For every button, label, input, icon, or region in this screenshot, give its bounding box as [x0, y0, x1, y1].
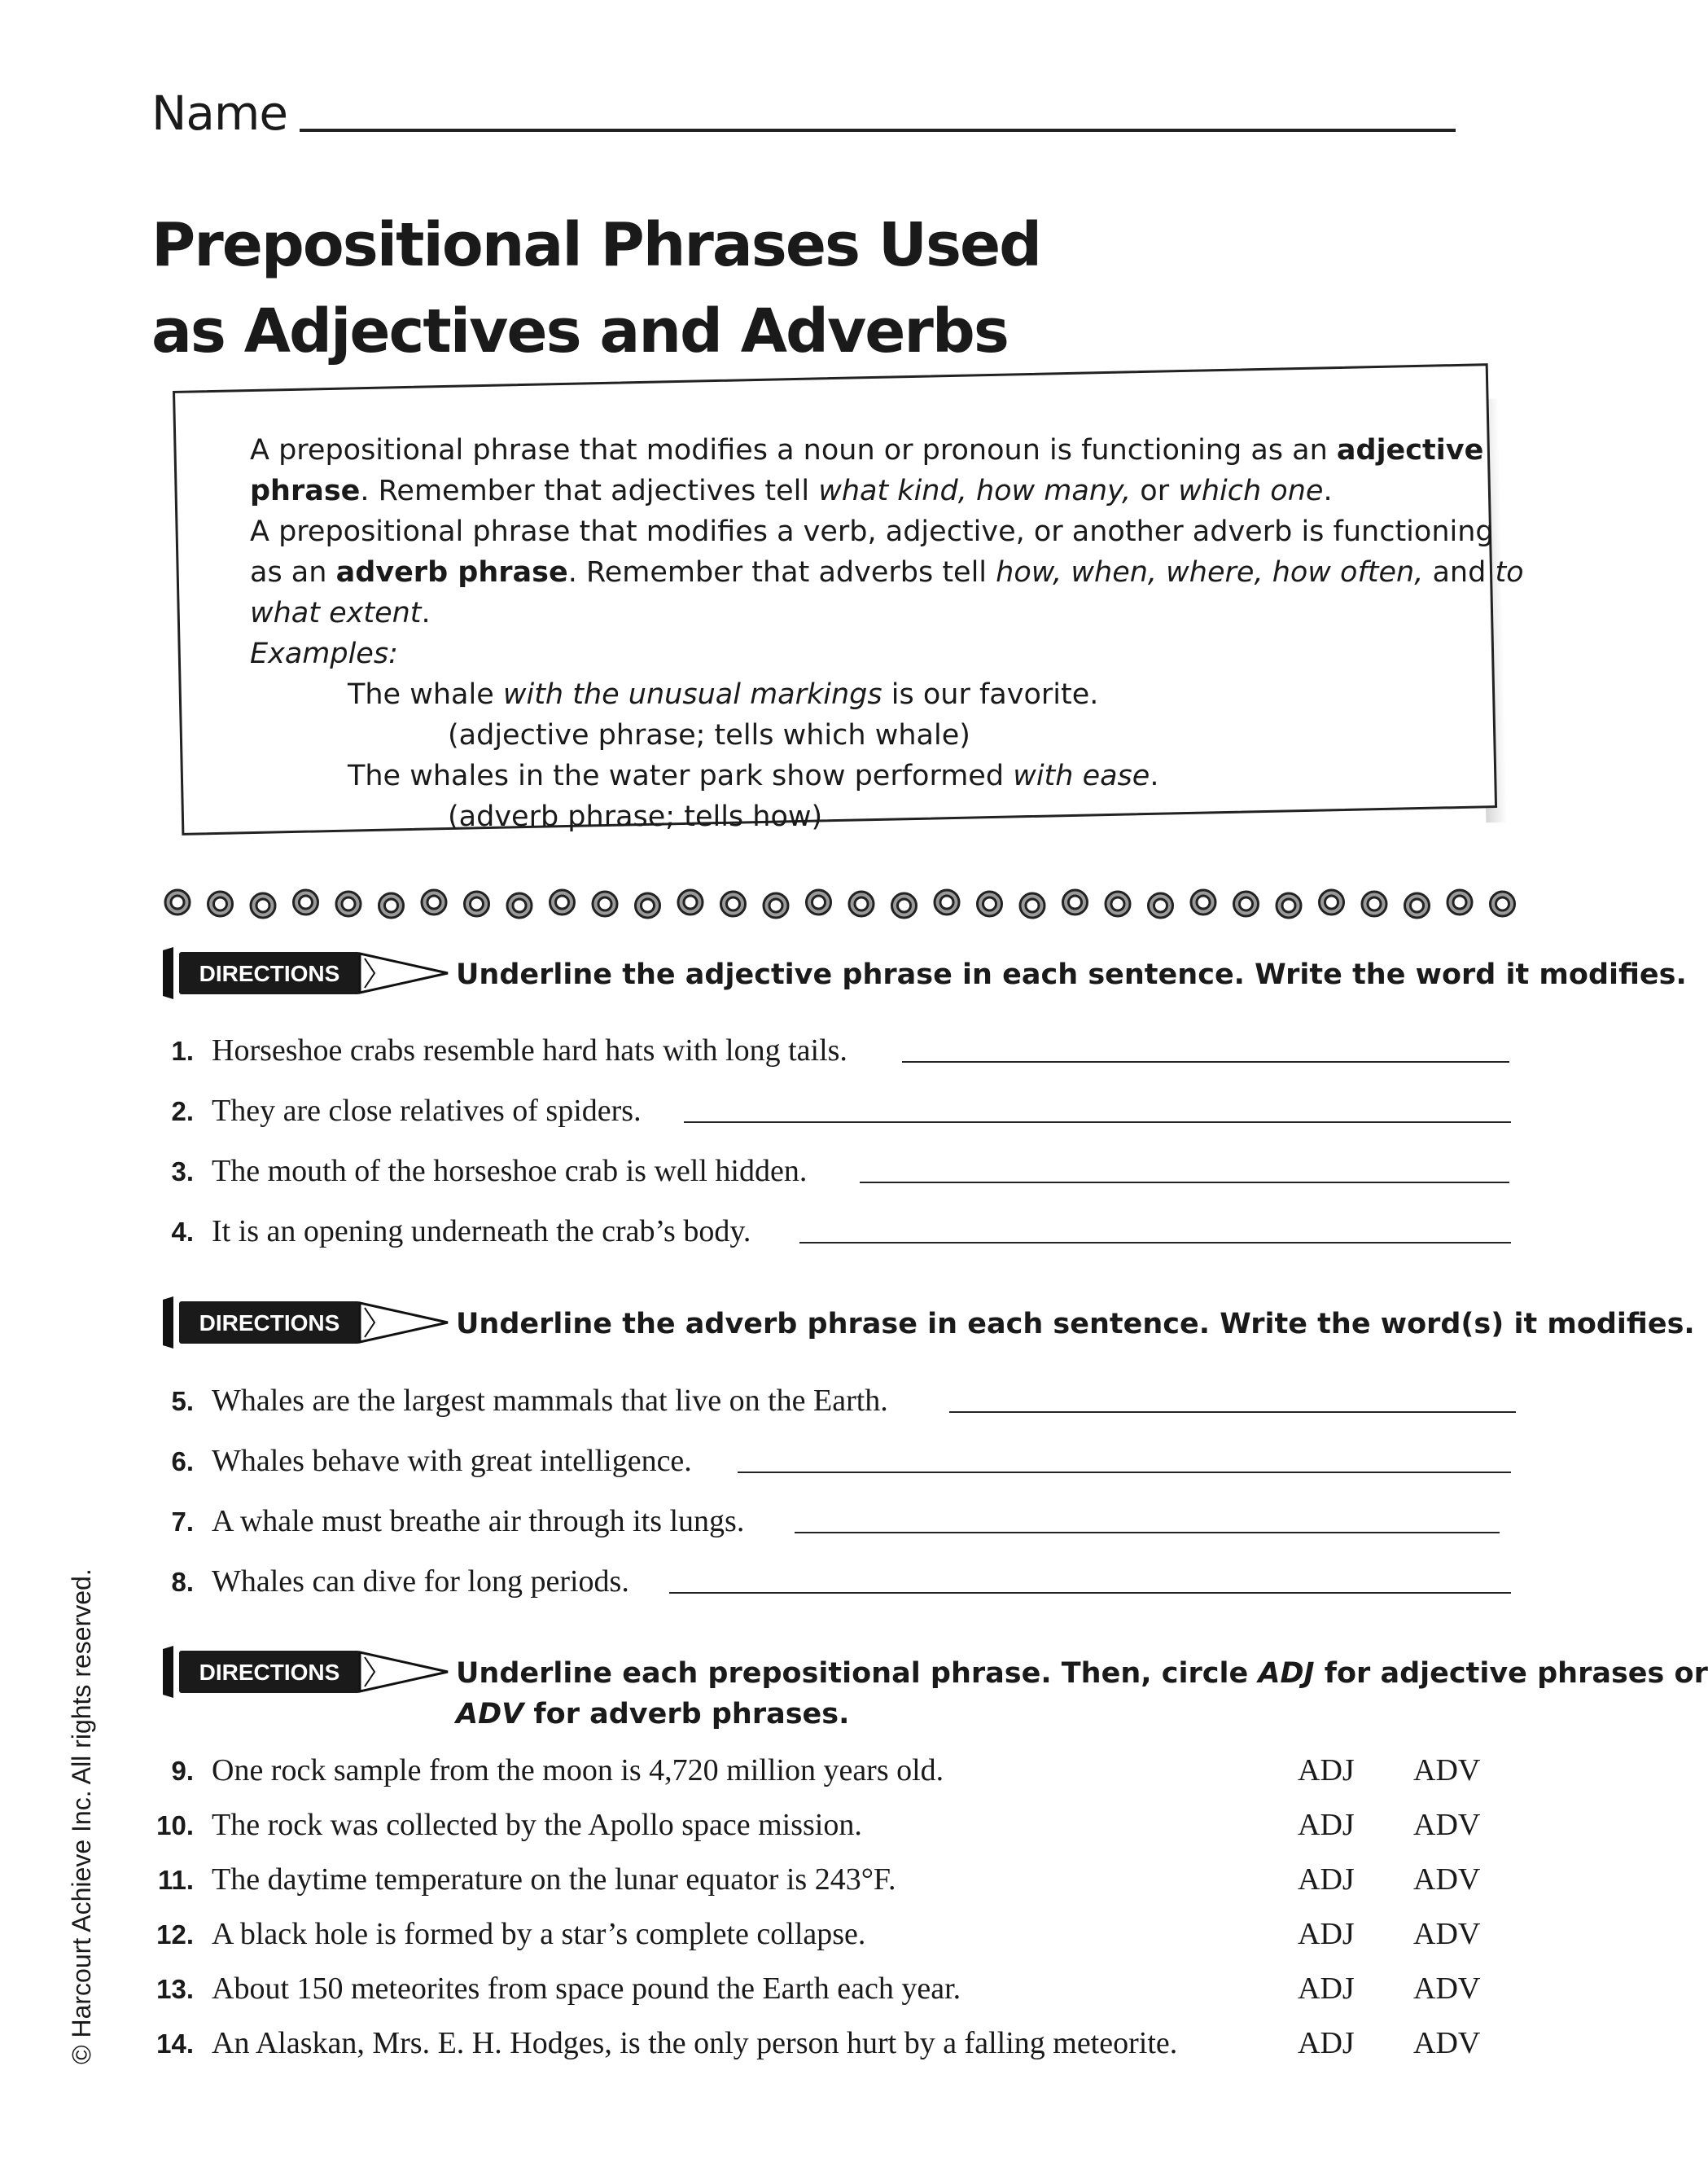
ring-ornament-icon	[1320, 890, 1344, 915]
ring-ornament-icon	[1277, 893, 1301, 918]
directions-badge-label: DIRECTIONS	[199, 1310, 340, 1336]
choice-adv[interactable]: ADV	[1413, 1753, 1481, 1787]
question-number: 13.	[156, 1974, 194, 2004]
example-1-note: (adjective phrase; tells which whale)	[448, 719, 970, 752]
question-number: 2.	[171, 1096, 194, 1126]
ring-ornament-icon	[1149, 893, 1173, 918]
question-number: 8.	[171, 1567, 194, 1597]
answer-line[interactable]	[902, 1061, 1509, 1063]
question-text: They are close relatives of spiders.	[212, 1094, 642, 1128]
question-number: 1.	[171, 1036, 194, 1066]
rule-line-5: what extent.	[250, 597, 431, 629]
question-text: A black hole is formed by a star’s complete collapse.	[212, 1917, 866, 1951]
question-text: Horseshoe crabs resemble hard hats with long tails.	[212, 1033, 847, 1068]
section3-directions-line-2: ADV for adverb phrases.	[456, 1698, 850, 1730]
answer-line[interactable]	[669, 1592, 1511, 1594]
directions-badge-label: DIRECTIONS	[199, 1660, 340, 1685]
ring-ornament-icon	[294, 890, 318, 915]
ring-ornament-icon	[1020, 893, 1045, 918]
question-number: 11.	[157, 1865, 194, 1895]
question-number: 10.	[156, 1810, 194, 1840]
choice-adv[interactable]: ADV	[1413, 2026, 1481, 2060]
ring-ornament-icon	[1491, 892, 1515, 916]
name-label: Name	[151, 86, 288, 141]
rule-line-4: as an adverb phrase. Remember that adverbs tell how, when, where, how often, and to	[250, 556, 1524, 589]
question-text: About 150 meteorites from space pound the Earth each year.	[212, 1972, 961, 2006]
choice-adj[interactable]: ADJ	[1298, 1808, 1355, 1842]
choice-adv[interactable]: ADV	[1413, 1917, 1481, 1951]
ring-ornament-icon	[379, 893, 404, 918]
choice-adv[interactable]: ADV	[1413, 1972, 1481, 2006]
answer-line[interactable]	[799, 1242, 1511, 1243]
question-text: The mouth of the horseshoe crab is well hidden.	[212, 1154, 808, 1188]
question-number: 7.	[171, 1507, 194, 1537]
ring-ornament-icon	[807, 890, 831, 915]
example-2-note: (adverb phrase; tells how)	[448, 800, 823, 833]
question-text: One rock sample from the moon is 4,720 million years old.	[212, 1753, 944, 1787]
question-number: 9.	[171, 1756, 194, 1786]
ring-ornament-icon	[251, 893, 275, 918]
ring-ornament-icon	[550, 890, 575, 915]
copyright-notice: © Harcourt Achieve Inc. All rights reserved.	[67, 1568, 96, 2064]
rule-line-3: A prepositional phrase that modifies a verb, adjective, or another adverb is functioning	[250, 515, 1494, 548]
directions-badge-label: DIRECTIONS	[199, 961, 340, 986]
answer-line[interactable]	[795, 1532, 1500, 1533]
ring-ornament-icon	[892, 893, 917, 918]
ring-ornament-icon	[1447, 890, 1472, 915]
answer-line[interactable]	[738, 1472, 1511, 1473]
answer-line[interactable]	[860, 1182, 1509, 1183]
question-number: 12.	[156, 1919, 194, 1950]
question-number: 14.	[156, 2029, 194, 2059]
section3-directions-line-1: Underline each prepositional phrase. Then, circle ADJ for adjective phrases or	[456, 1657, 1708, 1690]
example-1: The whale with the unusual markings is our favorite.	[348, 678, 1099, 711]
ring-ornament-icon	[1362, 892, 1386, 916]
decorative-rings-divider	[163, 888, 1506, 920]
choice-adj[interactable]: ADJ	[1298, 1753, 1355, 1787]
section2-directions: Underline the adverb phrase in each sentence. Write the word(s) it modifies.	[456, 1308, 1695, 1340]
ring-ornament-icon	[1106, 892, 1130, 916]
question-text: The rock was collected by the Apollo space mission.	[212, 1808, 862, 1842]
ring-ornament-icon	[465, 892, 489, 916]
rule-line-2: phrase. Remember that adjectives tell what kind, how many, or which one.	[250, 475, 1333, 507]
question-text: It is an opening underneath the crab’s body.	[212, 1214, 751, 1248]
question-text: An Alaskan, Mrs. E. H. Hodges, is the only person hurt by a falling meteorite.	[212, 2026, 1178, 2060]
directions-badge-icon	[161, 1646, 462, 1698]
ring-ornament-icon	[1191, 890, 1215, 915]
question-text: The daytime temperature on the lunar equator is 243°F.	[212, 1862, 896, 1897]
ring-ornament-icon	[764, 893, 788, 918]
choice-adv[interactable]: ADV	[1413, 1808, 1481, 1842]
ring-ornament-icon	[849, 892, 874, 916]
question-number: 5.	[171, 1386, 194, 1416]
ring-ornament-icon	[721, 892, 746, 916]
ring-ornament-icon	[1405, 893, 1430, 918]
answer-line[interactable]	[949, 1411, 1516, 1413]
question-text: Whales can dive for long periods.	[212, 1564, 629, 1599]
page-title-line-1: Prepositional Phrases Used	[151, 210, 1041, 280]
choice-adj[interactable]: ADJ	[1298, 2026, 1355, 2060]
ring-ornament-icon	[636, 893, 660, 918]
rule-line-1: A prepositional phrase that modifies a noun or pronoun is functioning as an adjective	[250, 434, 1484, 467]
question-text: Whales are the largest mammals that live on the Earth.	[212, 1384, 888, 1418]
ring-ornament-icon	[336, 892, 361, 916]
ring-ornament-icon	[208, 892, 233, 916]
section1-directions: Underline the adjective phrase in each sentence. Write the word it modifies.	[456, 958, 1687, 991]
ring-ornament-icon	[507, 893, 532, 918]
examples-label: Examples:	[250, 638, 398, 670]
question-number: 6.	[171, 1446, 194, 1476]
example-2: The whales in the water park show performed with ease.	[348, 760, 1159, 792]
answer-line[interactable]	[684, 1121, 1511, 1123]
name-write-line[interactable]	[300, 129, 1456, 132]
question-number: 3.	[171, 1156, 194, 1186]
question-text: Whales behave with great intelligence.	[212, 1444, 692, 1478]
ring-ornament-icon	[593, 892, 617, 916]
question-text: A whale must breathe air through its lungs.	[212, 1504, 745, 1538]
choice-adj[interactable]: ADJ	[1298, 1917, 1355, 1951]
ring-ornament-icon	[678, 890, 703, 915]
ring-ornament-icon	[978, 892, 1002, 916]
ring-ornament-icon	[935, 890, 959, 915]
ring-ornament-icon	[422, 890, 446, 915]
directions-badge-icon	[161, 947, 462, 999]
choice-adj[interactable]: ADJ	[1298, 1972, 1355, 2006]
ring-ornament-icon	[1234, 892, 1259, 916]
question-number: 4.	[171, 1217, 194, 1247]
ring-ornament-icon	[1063, 890, 1088, 915]
choice-adj[interactable]: ADJ	[1298, 1862, 1355, 1897]
directions-badge-icon	[161, 1296, 462, 1349]
page-title-line-2: as Adjectives and Adverbs	[151, 296, 1008, 366]
choice-adv[interactable]: ADV	[1413, 1862, 1481, 1897]
ring-ornament-icon	[165, 890, 190, 915]
